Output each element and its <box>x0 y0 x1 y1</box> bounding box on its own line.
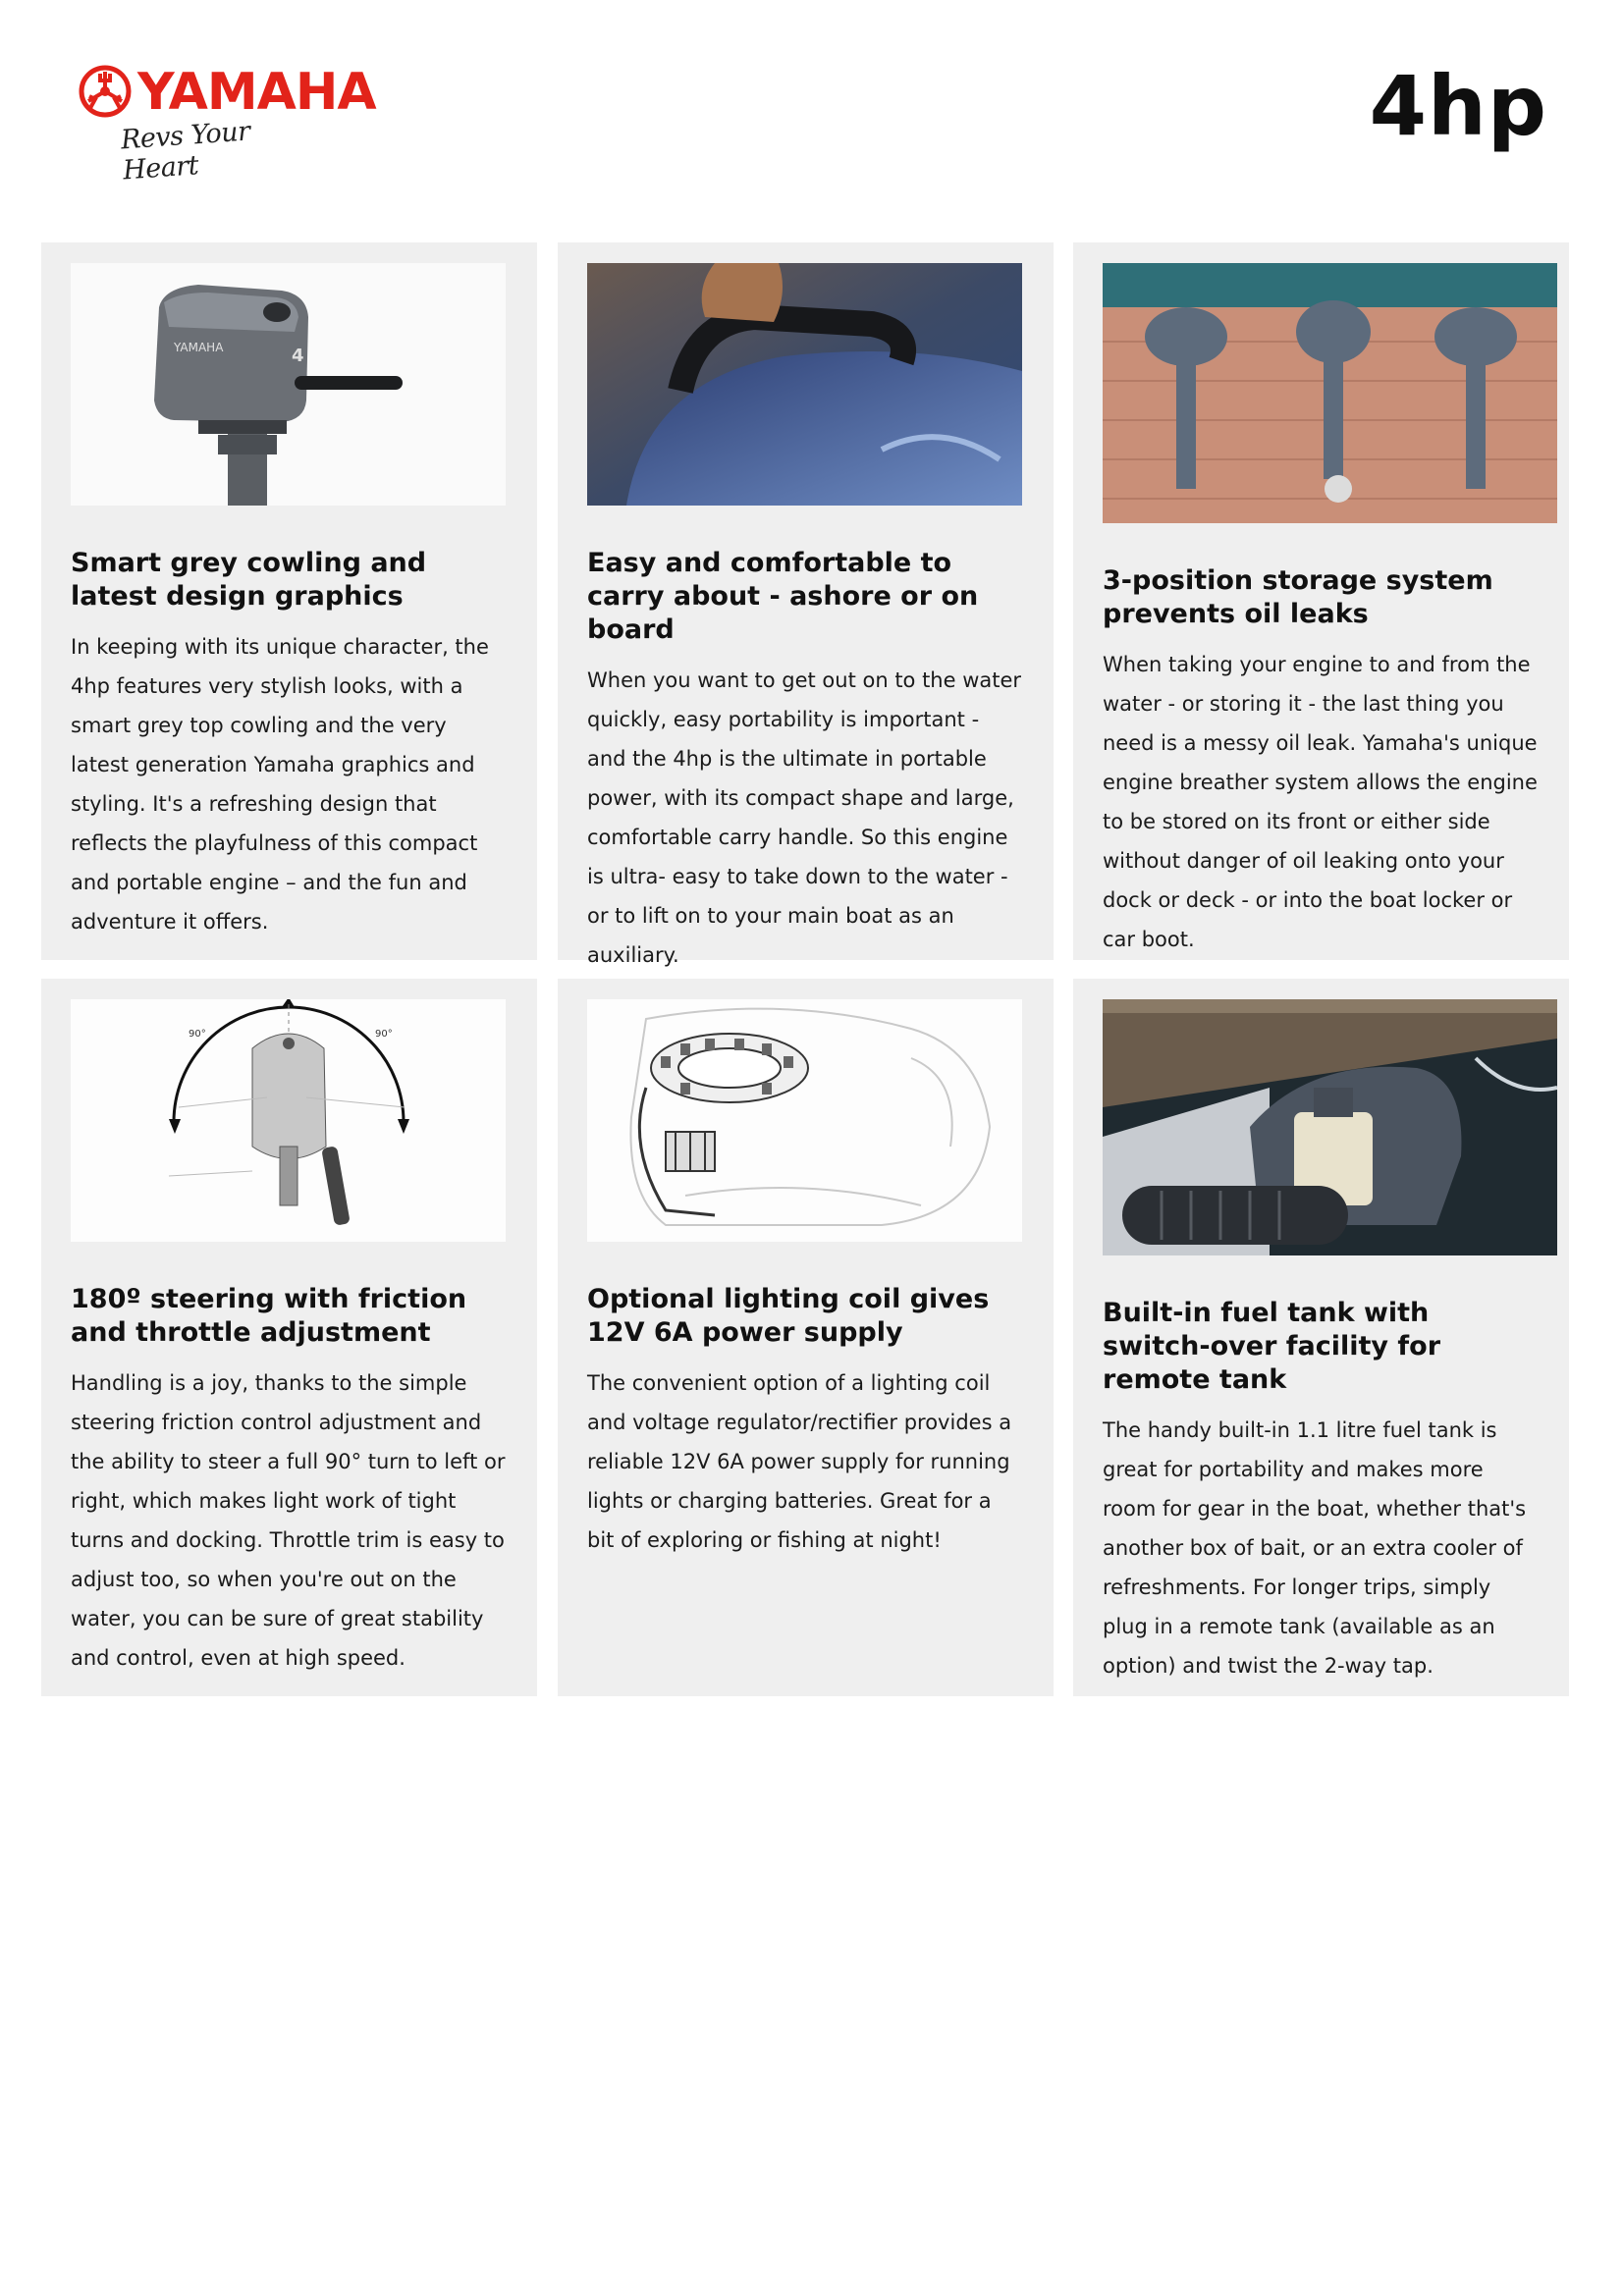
steering-diagram-image <box>71 999 506 1242</box>
lighting-coil-diagram <box>587 999 1022 1242</box>
feature-title: Built-in fuel tank with switch-over facility for remote tank <box>1103 1298 1441 1395</box>
three-engines-image <box>1103 263 1557 523</box>
feature-card-storage <box>1073 242 1569 960</box>
yamaha-logo <box>79 61 376 187</box>
feature-card-cowling <box>41 242 537 960</box>
svg-text:YAMAHA: YAMAHA <box>174 341 224 354</box>
feature-title: Smart grey cowling and latest design graphics <box>71 548 427 612</box>
feature-description: The handy built-in 1.1 litre fuel tank is great for portability and makes more room for gear in the boat, whether that's another box of bait, or an extra cooler of refreshments. For longer trips, simply plug in a remote tank (available as an option) and twist the 2-way tap. <box>1103 1418 1527 1678</box>
brand-tagline: Revs Your Heart <box>120 116 251 187</box>
feature-description: In keeping with its unique character, the 4hp features very stylish looks, with a smart grey top cowling and the very latest generation Yamaha graphics and styling. It's a refreshing design that reflects the playfulness of this compact and portable engine – and the fun and adventure it offers. <box>71 635 489 934</box>
page-header <box>0 0 1623 226</box>
feature-card-steering <box>41 979 537 1696</box>
feature-description: When taking your engine to and from the water - or storing it - the last thing you need is a messy oil leak. Yamaha's unique engine breather system allows the engine to be stored on its front or either side without danger of oil leaking onto your dock or deck - or into the boat locker or car boot. <box>1103 653 1538 951</box>
tuning-fork-emblem-icon <box>79 65 132 118</box>
carry-handle-illustration <box>587 263 1022 506</box>
model-title: 4hp <box>1369 58 1547 154</box>
steering-diagram <box>71 999 506 1242</box>
fuel-tank-image <box>1103 999 1557 1255</box>
outboard-motor-illustration <box>71 263 506 506</box>
svg-text:4: 4 <box>292 346 304 366</box>
feature-description: Handling is a joy, thanks to the simple steering friction control adjustment and the ability to steer a full 90° turn to left or right, which makes light work of tight turns and docking. Throttle trim is easy to adjust too, so when you're out on the water, you can be sure of great stability and control, even at high speed. <box>71 1371 506 1670</box>
feature-card-portability <box>558 242 1054 967</box>
three-engines-illustration <box>1103 263 1557 523</box>
feature-title: 180º steering with friction and throttle adjustment <box>71 1284 467 1348</box>
fuel-tank-illustration <box>1103 999 1557 1255</box>
left-angle-label: 90° <box>189 1029 206 1040</box>
feature-title: 3-position storage system prevents oil leaks <box>1103 565 1493 629</box>
brand-name: YAMAHA <box>137 63 376 122</box>
outboard-motor-image <box>71 263 506 506</box>
right-angle-label: 90° <box>375 1029 393 1040</box>
lighting-coil-diagram-image <box>587 999 1022 1242</box>
feature-description: The convenient option of a lighting coil and voltage regulator/rectifier provides a reliable 12V 6A power supply for running lights or charging batteries. Great for a bit of exploring or fishing at night! <box>587 1371 1012 1552</box>
feature-title: Easy and comfortable to carry about - ashore or on board <box>587 548 979 645</box>
feature-description: When you want to get out on to the water quickly, easy portability is important - and the 4hp is the ultimate in portable power, with its compact shape and large, comfortable carry handle. So this engine is ultra- easy to take down to the water - or to lift on to your main boat as an auxiliary. <box>587 668 1022 967</box>
feature-card-fuel-tank <box>1073 979 1569 1696</box>
feature-title: Optional lighting coil gives 12V 6A power supply <box>587 1284 990 1348</box>
carry-handle-image <box>587 263 1022 506</box>
feature-card-lighting-coil <box>558 979 1054 1696</box>
